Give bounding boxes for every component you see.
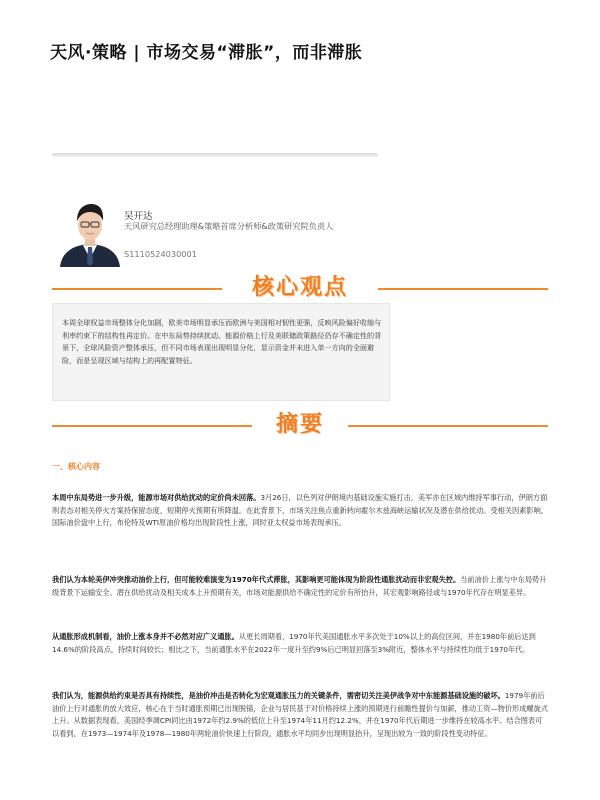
- paragraph-1: [52, 492, 548, 530]
- banner-line-left: [52, 288, 222, 290]
- author-name: 吴开达: [124, 211, 153, 222]
- paragraph-body: 3月26日，以色列对伊朗境内基础设施实施打击，美军亦在区域内维持军事行动，伊朗方面则表态对相关停火方案持保留态度，短期停火预期有所降温。在此背景下，市场关注焦点重新转向霍尔木兹海峡运输状况及潜在供给扰动。受相关因素影响，国际油价盘中上行，布伦特及WTI原油价格均出现阶段性上涨，同时亚太权益市场表现承压。: [52, 493, 548, 528]
- paragraph-lead: 我们认为本轮美伊冲突推动油价上行，但可能较难演变为1970年代式滞胀，其影响更可能体现为阶段性通胀扰动而非宏观失控。: [52, 575, 461, 584]
- paragraph-lead: 本周中东局势进一步升级，能源市场对供给扰动的定价尚未回落。: [52, 493, 261, 502]
- core-view-text: 本周全球权益市场整体分化加剧，欧美市场明显承压而欧洲与美国相对韧性更强，反映风险偏好收缩与利率约束下的结构性再定价。在中东局势持续扰动、能源价格上行及美联储政策路径仍存不确定性的背景下，全球风险资产整体承压，但不同市场表现出现明显分化，显示资金并未进入单一方向的全面避险，而是呈现区域与结构上的再配置特征。: [62, 318, 382, 365]
- summary-banner: [52, 412, 548, 437]
- page-title: 天风·策略 | 市场交易“滞胀”，而非滞胀: [50, 43, 363, 63]
- paragraph-body: 1979年前后油价上行对通胀的放大效应，核心在于当时通胀预期已出现脱锚，企业与居民基于对价格持续上涨的预期进行前瞻性提价与加薪，推动工资—物价形成螺旋式上升。从数据表现看，美国经季调CPI同比由1972年约2.9%的低位上升至1974年11月约12.2%，并在1970年代后期进一步维持在较高水平。结合图表可以看到，在1973—1974年及1978—1980年两轮油价快速上行阶段，通胀水平均同步出现明显抬升，呈现出较为一致的阶段性变动特征。: [52, 691, 548, 738]
- banner-line-right: [348, 425, 548, 427]
- author-title: 天风研究总经理助理&策略首席分析师&政策研究院负责人: [124, 221, 334, 231]
- paragraph-2: [52, 574, 548, 599]
- author-avatar: [56, 195, 124, 267]
- author-certificate-number: S1110524030001: [124, 249, 197, 259]
- paragraph-lead: 我们认为，能源供给约束是否具有持续性，是油价冲击是否转化为宏观通胀压力的关键条件，需密切关注美伊战争对中东能源基础设施的破坏。: [52, 691, 505, 700]
- paragraph-body: 从更长周期看，1970年代美国通胀水平多次处于10%以上的高位区间，并在1980年前后达到14.6%的阶段高点，持续时间较长；相比之下，当前通胀水平在2022年一度升至约9%后已明显回落至3%附近，整体水平与持续性均低于1970年代。: [52, 632, 536, 654]
- banner-line-left: [52, 425, 252, 427]
- section-heading: 一、核心内容: [52, 462, 100, 471]
- title-divider: [52, 153, 378, 157]
- core-view-heading: 核心观点: [246, 270, 354, 301]
- core-view-banner: [52, 275, 548, 300]
- paragraph-lead: 从通胀形成机制看，油价上涨本身并不必然对应广义通胀。: [52, 632, 239, 641]
- banner-line-right: [378, 288, 548, 290]
- paragraph-body: 当前油价上涨与中东局势升级背景下运输安全、潜在供给扰动及相关成本上升预期有关，市场对能源供给不确定性的定价有所抬升，其宏观影响路径或与1970年代存在明显差异。: [52, 575, 547, 597]
- paragraph-3: [52, 631, 548, 656]
- summary-heading: 摘要: [270, 407, 330, 438]
- paragraph-4: [52, 690, 548, 740]
